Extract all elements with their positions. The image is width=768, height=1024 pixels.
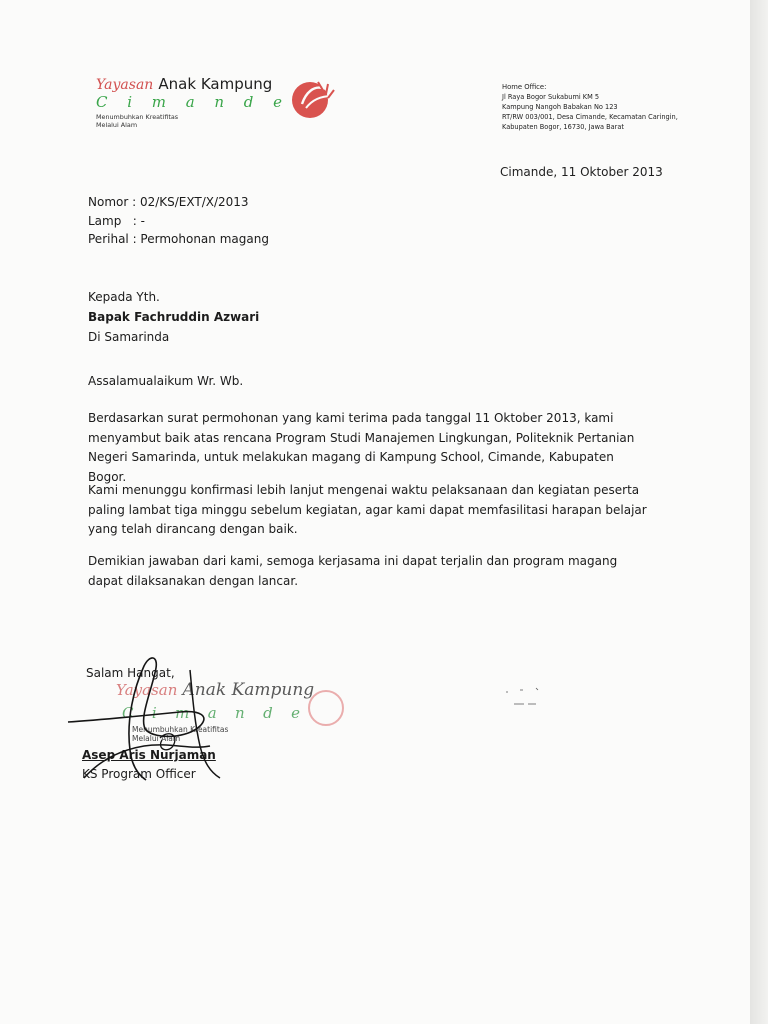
stamp-letter: m xyxy=(175,704,190,722)
logo-tagline-line: Melalui Alam xyxy=(96,121,138,129)
logo-yayasan-text: Yayasan xyxy=(96,77,154,93)
office-line: Jl Raya Bogor Sukabumi KM 5 xyxy=(502,93,600,101)
stamp-letter: a xyxy=(207,704,217,722)
logo-letter: m xyxy=(151,93,166,111)
logo-letter: C xyxy=(96,93,108,111)
recipient-name: Bapak Fachruddin Azwari xyxy=(88,310,260,324)
hand-circle-logo-icon xyxy=(288,74,340,124)
stamp-letter: i xyxy=(151,704,157,722)
opening-greeting: Assalamualaikum Wr. Wb. xyxy=(88,374,244,388)
body-paragraph: Berdasarkan surat permohonan yang kami terima pada tanggal 11 Oktober 2013, kami menyambut baik atas rencana Program Studi Manajemen Lingkungan, Politeknik Pertanian Negeri Samarinda, untuk melakukan magang di Kampung School, Cimande, Kabupaten Bogor. xyxy=(88,411,635,484)
scan-specks xyxy=(500,686,550,710)
letterhead-logo xyxy=(96,72,346,152)
logo-letter: n xyxy=(214,93,225,111)
logo-letter: e xyxy=(273,93,282,111)
stamp-tagline-line: Menumbuhkan Kreatifitas xyxy=(132,725,229,734)
stamp-anak-kampung-text: Anak Kampung xyxy=(182,680,315,700)
logo-name xyxy=(96,74,272,93)
recipient-salutation: Kepada Yth. xyxy=(88,290,160,304)
logo-letter: d xyxy=(243,93,254,111)
stamp-circle-icon xyxy=(308,690,344,726)
subject-line: Perihal : Permohonan magang xyxy=(88,232,269,246)
stamp-letter: e xyxy=(291,704,300,722)
home-office-address xyxy=(502,82,678,132)
recipient-place: Di Samarinda xyxy=(88,330,170,344)
office-line: Kampung Nangoh Babakan No 123 xyxy=(502,103,618,111)
stamp-yayasan-text: Yayasan xyxy=(116,681,178,699)
stamp-letter: C xyxy=(122,704,134,722)
office-line: RT/RW 003/001, Desa Cimande, Kecamatan Caringin, xyxy=(502,113,678,121)
signer-name: Asep Aris Nurjaman xyxy=(82,748,216,762)
handwritten-signature xyxy=(60,650,230,790)
logo-tagline xyxy=(96,113,178,129)
reference-number: Nomor : 02/KS/EXT/X/2013 xyxy=(88,195,249,209)
signer-title: KS Program Officer xyxy=(82,767,196,781)
office-title: Home Office: xyxy=(502,83,547,91)
closing-salutation: Salam Hangat, xyxy=(86,666,175,680)
logo-tagline-line: Menumbuhkan Kreatifitas xyxy=(96,113,179,121)
attachment-line: Lamp : - xyxy=(88,213,145,228)
logo-anak-kampung-text: Anak Kampung xyxy=(158,75,273,93)
stamp-tagline-line: Melalui Alam xyxy=(132,734,181,743)
letter-date: Cimande, 11 Oktober 2013 xyxy=(500,165,663,179)
body-paragraph: Kami menunggu konfirmasi lebih lanjut mengenai waktu pelaksanaan dan kegiatan peserta paling lambat tiga minggu sebelum kegiatan, agar kami dapat memfasilitasi harapan belajar yang telah dirancang dengan baik. xyxy=(88,483,647,536)
logo-letter: a xyxy=(185,93,195,111)
recipient-block xyxy=(88,287,259,347)
logo-letter: i xyxy=(127,93,133,111)
office-line: Kabupaten Bogor, 16730, Jawa Barat xyxy=(502,123,625,131)
stamp-letter: n xyxy=(235,704,245,722)
body-paragraph: Demikian jawaban dari kami, semoga kerjasama ini dapat terjalin dan program magang dapat dilaksanakan dengan lancar. xyxy=(88,554,618,588)
letter-reference xyxy=(88,193,269,249)
logo-cimande-text xyxy=(96,93,282,111)
stamp-letter: d xyxy=(263,704,273,722)
scan-edge xyxy=(750,0,768,1024)
